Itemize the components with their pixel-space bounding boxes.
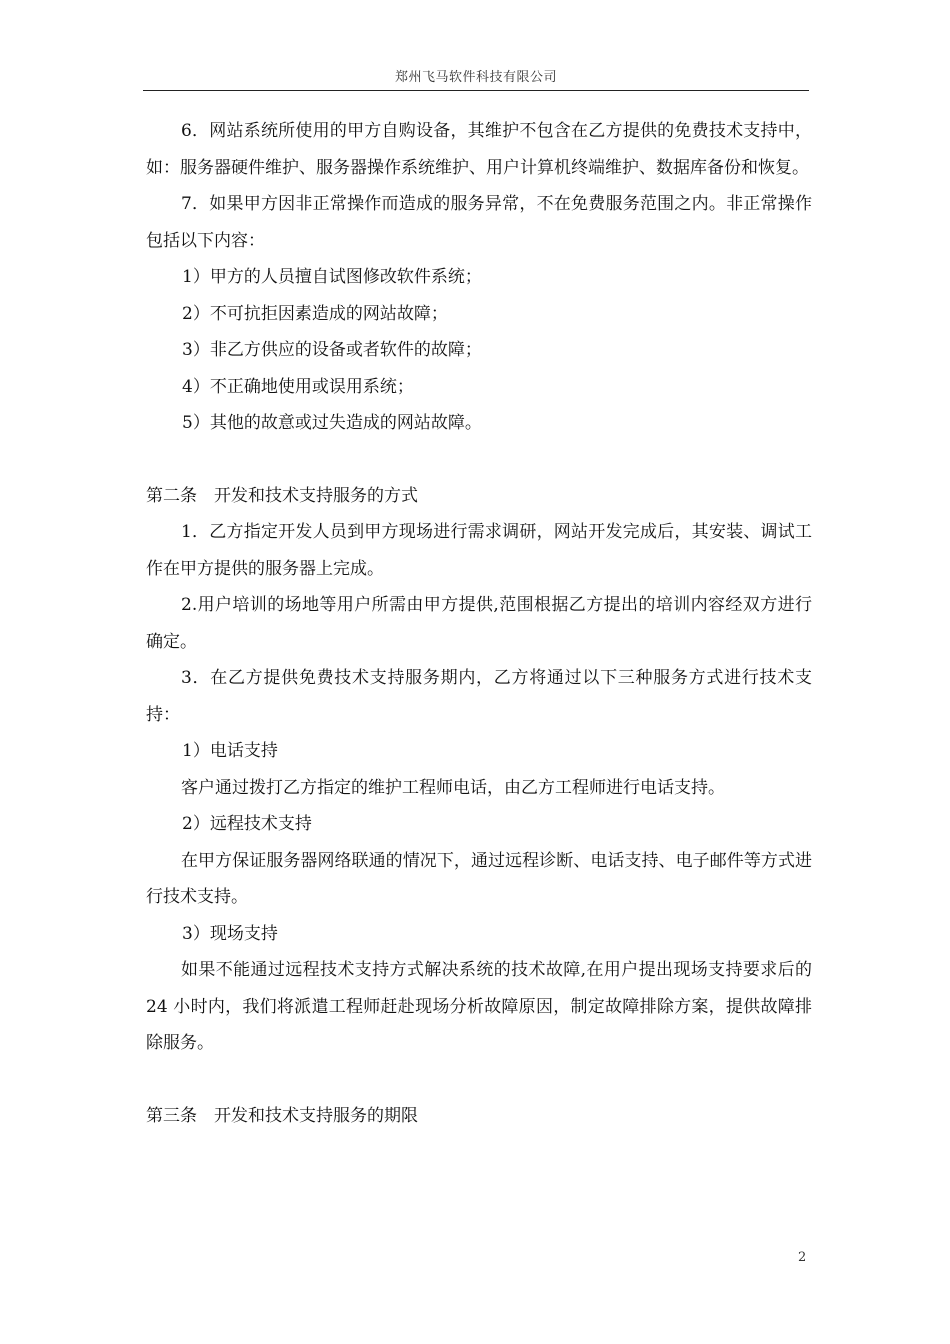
support-method-phone-desc: 客户通过拨打乙方指定的维护工程师电话，由乙方工程师进行电话支持。 <box>181 777 725 798</box>
article-2-heading: 第二条 开发和技术支持服务的方式 <box>146 485 418 506</box>
page-header <box>143 66 809 91</box>
support-method-remote-desc: 在甲方保证服务器网络联通的情况下，通过远程诊断、电话支持、电子邮件等方式进行技术支持。 <box>146 850 812 907</box>
article-2-paragraph-3: 3．在乙方提供免费技术支持服务期内，乙方将通过以下三种服务方式进行技术支持： <box>146 668 812 725</box>
section-spacer <box>146 1062 812 1098</box>
company-name: 郑州飞马软件科技有限公司 <box>394 70 557 85</box>
abnormal-list-item-5: 5）其他的故意或过失造成的网站故障。 <box>182 413 482 433</box>
abnormal-list-item-3: 3）非乙方供应的设备或者软件的故障； <box>182 340 482 360</box>
article-3-heading: 第三条 开发和技术支持服务的期限 <box>146 1105 418 1126</box>
page-number: 2 <box>798 1250 807 1265</box>
paragraph-item-7: 7．如果甲方因非正常操作而造成的服务异常，不在免费服务范围之内。非正常操作包括以下内容： <box>146 194 812 251</box>
support-method-remote-title: 2）远程技术支持 <box>182 814 312 834</box>
support-method-phone-title: 1）电话支持 <box>182 741 278 761</box>
article-2-paragraph-2: 2.用户培训的场地等用户所需由甲方提供,范围根据乙方提出的培训内容经双方进行确定。 <box>146 595 812 652</box>
abnormal-list-item-4: 4）不正确地使用或误用系统； <box>182 376 414 397</box>
section-spacer <box>146 442 812 478</box>
paragraph-item-6: 6．网站系统所使用的甲方自购设备，其维护不包含在乙方提供的免费技术支持中，如：服务器硬件维护、服务器操作系统维护、用户计算机终端维护、数据库备份和恢复。 <box>146 121 812 178</box>
support-method-onsite-title: 3）现场支持 <box>182 923 278 944</box>
support-method-onsite-desc: 如果不能通过远程技术支持方式解决系统的技术故障,在用户提出现场支持要求后的 24 小时内，我们将派遣工程师赶赴现场分析故障原因，制定故障排除方案，提供故障排除服务。 <box>146 960 812 1053</box>
abnormal-list-item-1: 1）甲方的人员擅自试图修改软件系统； <box>182 267 482 287</box>
article-2-paragraph-1: 1．乙方指定开发人员到甲方现场进行需求调研，网站开发完成后，其安装、调试工作在甲方提供的服务器上完成。 <box>146 522 812 579</box>
abnormal-list-item-2: 2）不可抗拒因素造成的网站故障； <box>182 303 448 324</box>
document-body <box>146 113 812 1134</box>
